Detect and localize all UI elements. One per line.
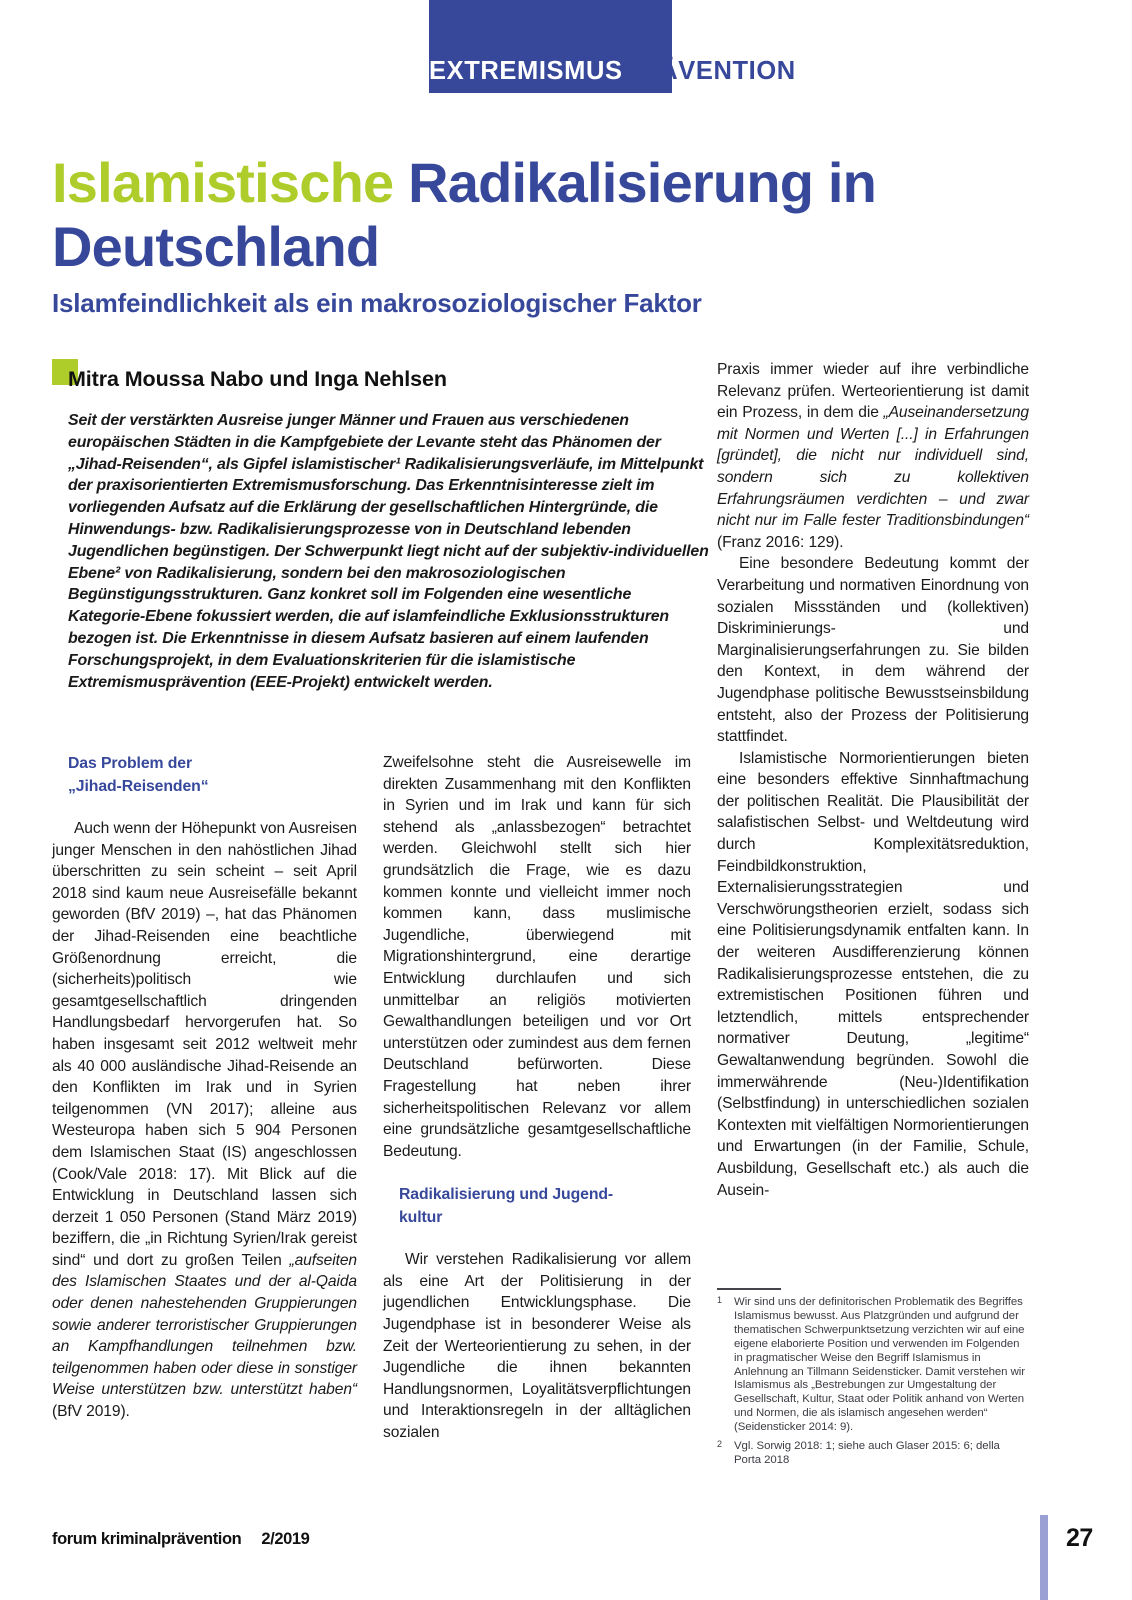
title-green-part: Islamistische bbox=[52, 150, 409, 214]
title-blue-part: Radikalisierung in Deutschland bbox=[52, 150, 877, 278]
paragraph: Zweifelsohne steht die Ausreisewelle im direkten Zusammenhang mit den Konflikten in Syrien und im Irak und kann für sich stehend als „anlassbezogen“ betrachtet werden. Gleichwohl stellt sich hier grundsätzlich die Frage, wie es dazu kommen konnte und vielleicht immer noch kommen kann, dass muslimische Jugendliche, überwiegend mit Migrationshintergrund, eine derartige Entwicklung durchlaufen und sich unmittelbar an religiös motivierten Gewalthandlungen beteiligen und vor Ort unterstützen oder zumindest aus dem fernen Deutschland befürworten. Diese Fragestellung hat neben ihrer sicherheitspolitischen Relevanz vor allem eine grundsätzliche gesamtgesellschaftliche Bedeutung. bbox=[383, 754, 691, 1160]
section-heading-line-2: kultur bbox=[399, 1209, 443, 1227]
paragraph-text-b: (Franz 2016: 129). bbox=[717, 533, 844, 551]
paragraph bbox=[52, 818, 357, 1423]
section-heading-line-2: „Jihad-Reisenden“ bbox=[68, 778, 209, 795]
kicker-highlight: EXTREMISMUS bbox=[429, 57, 623, 85]
paragraph-text-a: Auch wenn der Höhepunkt von Ausreisen junger Menschen in den nahöstlichen Jihad überschritten zu sein scheint – seit April 2018 sind kaum neue Ausreisefälle bekannt geworden (BfV 2019) –, hat das Phänomen der Jihad-Reisenden eine beachtliche Größenordnung erreicht, die (sicherheits)politisch wie gesamtgesellschaftlich dringenden Handlungsbedarf hervorgerufen hat. So haben insgesamt seit 2012 weltweit mehr als 40 000 ausländische Jihad-Reisende an den Konflikten im Irak und in Syrien teilgenommen (VN 2017); alleine aus Westeuropa haben sich 5 904 Personen dem Islamischen Staat (IS) angeschlossen (Cook/Vale 2018: 17). Mit Blick auf die Entwicklung in Deutschland lassen sich derzeit 1 050 Personen (Stand März 2019) beziffern, die „in Richtung Syrien/Irak gereist sind“ und dort zu großen Teilen bbox=[52, 820, 357, 1269]
paragraph-quote-italic: „aufseiten des Islamischen Staates und der al-Qaida oder denen nahestehenden Gruppierungen sowie anderer terroristischer Gruppierungen an Kampfhandlungen teilnehmen bzw. teilgenommen haben oder diese in sonstiger Weise unterstützen bzw. unterstützt haben“ bbox=[52, 1251, 357, 1399]
paragraph: Islamistische Normorientierungen bieten eine besonders effektive Sinnhaftmachung der politischen Realität. Die Plausibilität der salafistischen Selbst- und Weltdeutung wird durch Komplexitätsreduktion, Feindbildkonstruktion, Externalisierungsstrategien und Verschwörungstheorien erzielt, sodass sich eine Politisierungsdynamik entfalten kann. In der weiteren Ausdifferenzierung können Radikalisierungsprozesse entstehen, die zu extremistischen Positionen führen und letztendlich, mittels entsprechender normativer Deutung, „legitime“ Gewaltanwendung begründen. Sowohl die immerwährende (Neu-)Identifikation (Selbstfindung) in unterschiedlichen sozialen Kontexten mit vielfältigen Normorientierungen und Erwartungen (in der Familie, Schule, Ausbildung, Gesellschaft etc.) als auch die Ausein- bbox=[717, 749, 1029, 1199]
paragraph-text-b: (BfV 2019). bbox=[52, 1403, 130, 1421]
footnote-number: 1 bbox=[717, 1295, 722, 1305]
footnote-item bbox=[717, 1296, 1029, 1435]
paragraph: Eine besondere Bedeutung kommt der Verarbeitung und normativen Einordnung von sozialen Missständen und (kollektiven) Diskriminierungs- und Marginalisierungserfahrungen zu. Sie bilden den Kontext, in dem während der Jugendphase politische Bewusstseinsbildung entsteht, also der Prozess der Politisierung stattfindet. bbox=[717, 555, 1029, 746]
page-title bbox=[52, 151, 1062, 279]
folio-accent-bar bbox=[1040, 1515, 1048, 1600]
footnotes-block bbox=[717, 1296, 1029, 1473]
footnote-separator-rule bbox=[717, 1288, 781, 1290]
footnote-text: Vgl. Sorwig 2018: 1; siehe auch Glaser 2015: 6; della Porta 2018 bbox=[734, 1440, 1000, 1466]
page-number: 27 bbox=[1066, 1524, 1093, 1552]
kicker-label bbox=[429, 56, 796, 86]
section-heading-line-1: Radikalisierung und Jugend- bbox=[399, 1186, 614, 1204]
footer-journal-name: forum kriminalprävention bbox=[52, 1530, 242, 1548]
column-one bbox=[52, 752, 357, 1423]
paragraph-spacer bbox=[383, 1162, 691, 1183]
paragraph: Wir verstehen Radikalisierung vor allem als eine Art der Politisierung in der jugendlichen Entwicklungsphase. Die Jugendphase ist in besonderer Weise als Zeit der Werteorientierung zu sehen, in der Jugendliche die ihnen bekannten Handlungsnormen, Loyalitätsverpflichtungen und Interaktionsregeln in der alltäglichen sozialen bbox=[383, 1251, 691, 1442]
column-two bbox=[383, 752, 691, 1444]
footnote-number: 2 bbox=[717, 1439, 722, 1450]
paragraph bbox=[717, 359, 1029, 553]
section-heading-line-1: Das Problem der bbox=[68, 755, 193, 772]
section-heading-radikalisierung bbox=[383, 1183, 691, 1229]
paragraph-quote-italic: „Auseinandersetzung mit Normen und Werten [...] in Erfahrungen [gründet], die nicht nur individuell sind, sondern sich zu kollektiven Erfahrungsräumen verdichten – und zwar nicht nur im Falle fester Traditionsbindungen“ bbox=[717, 404, 1029, 530]
footnote-text: Wir sind uns der definitorischen Problematik des Begriffes Islamismus bewusst. Aus Platzgründen und aufgrund der thematischen Schwerpunktsetzung verzichten wir auf eine eigene elaborierte Position und verwenden im Folgenden in pragmatischer Weise den Begriff Islamismus in Anlehnung an Tillmann Seidensticker. Damit verstehen wir Islamismus als „Bestrebungen zur Umgestaltung der Gesellschaft, Kultur, Staat oder Politik anhand von Werten und Normen, die als islamisch angesehen werden“ (Seidensticker 2014: 9). bbox=[734, 1296, 1025, 1434]
footer-journal-line bbox=[52, 1529, 309, 1549]
kicker-rest: PRÄVENTION bbox=[622, 57, 796, 85]
author-byline: Mitra Moussa Nabo und Inga Nehlsen bbox=[68, 367, 447, 391]
kicker-header bbox=[0, 0, 1132, 100]
abstract-text: Seit der verstärkten Ausreise junger Männer und Frauen aus verschiedenen europäischen Städten in die Kampfgebiete der Levante steht das Phänomen der „Jihad-Reisenden“, als Gipfel islamistischer¹ Radikalisierungsverläufe, im Mittelpunkt der praxisorientierten Extremismusforschung. Das Erkenntnisinteresse zielt im vorliegenden Aufsatz auf die Erklärung der gesellschaftlichen Hintergründe, die Hinwendungs- bzw. Radikalisierungsprozesse von in Deutschland lebenden Jugendlichen begünstigen. Der Schwerpunkt liegt nicht auf der subjektiv-individuellen Ebene² von Radikalisierung, sondern bei den makrosoziologischen Begünstigungsstrukturen. Ganz konkret soll im Folgenden eine wesentliche Kategorie-Ebene fokussiert werden, die auf islamfeindliche Exklusionsstrukturen bezogen ist. Die Erkenntnisse in diesem Aufsatz basieren auf einem laufenden Forschungsprojekt, in dem Evaluationskriterien für die islamistische Extremismusprävention (EEE-Projekt) entwickelt werden. bbox=[68, 412, 709, 691]
footer-issue: 2/2019 bbox=[261, 1530, 310, 1548]
page-subtitle: Islamfeindlichkeit als ein makrosoziologischer Faktor bbox=[52, 287, 702, 318]
footnote-item bbox=[717, 1440, 1029, 1468]
section-heading-problem bbox=[52, 752, 357, 798]
column-three bbox=[717, 359, 1029, 1201]
paragraph-text-a: Praxis immer wieder auf ihre verbindliche Relevanz prüfen. Werteorientierung ist damit ein Prozess, in dem die bbox=[717, 361, 1029, 422]
